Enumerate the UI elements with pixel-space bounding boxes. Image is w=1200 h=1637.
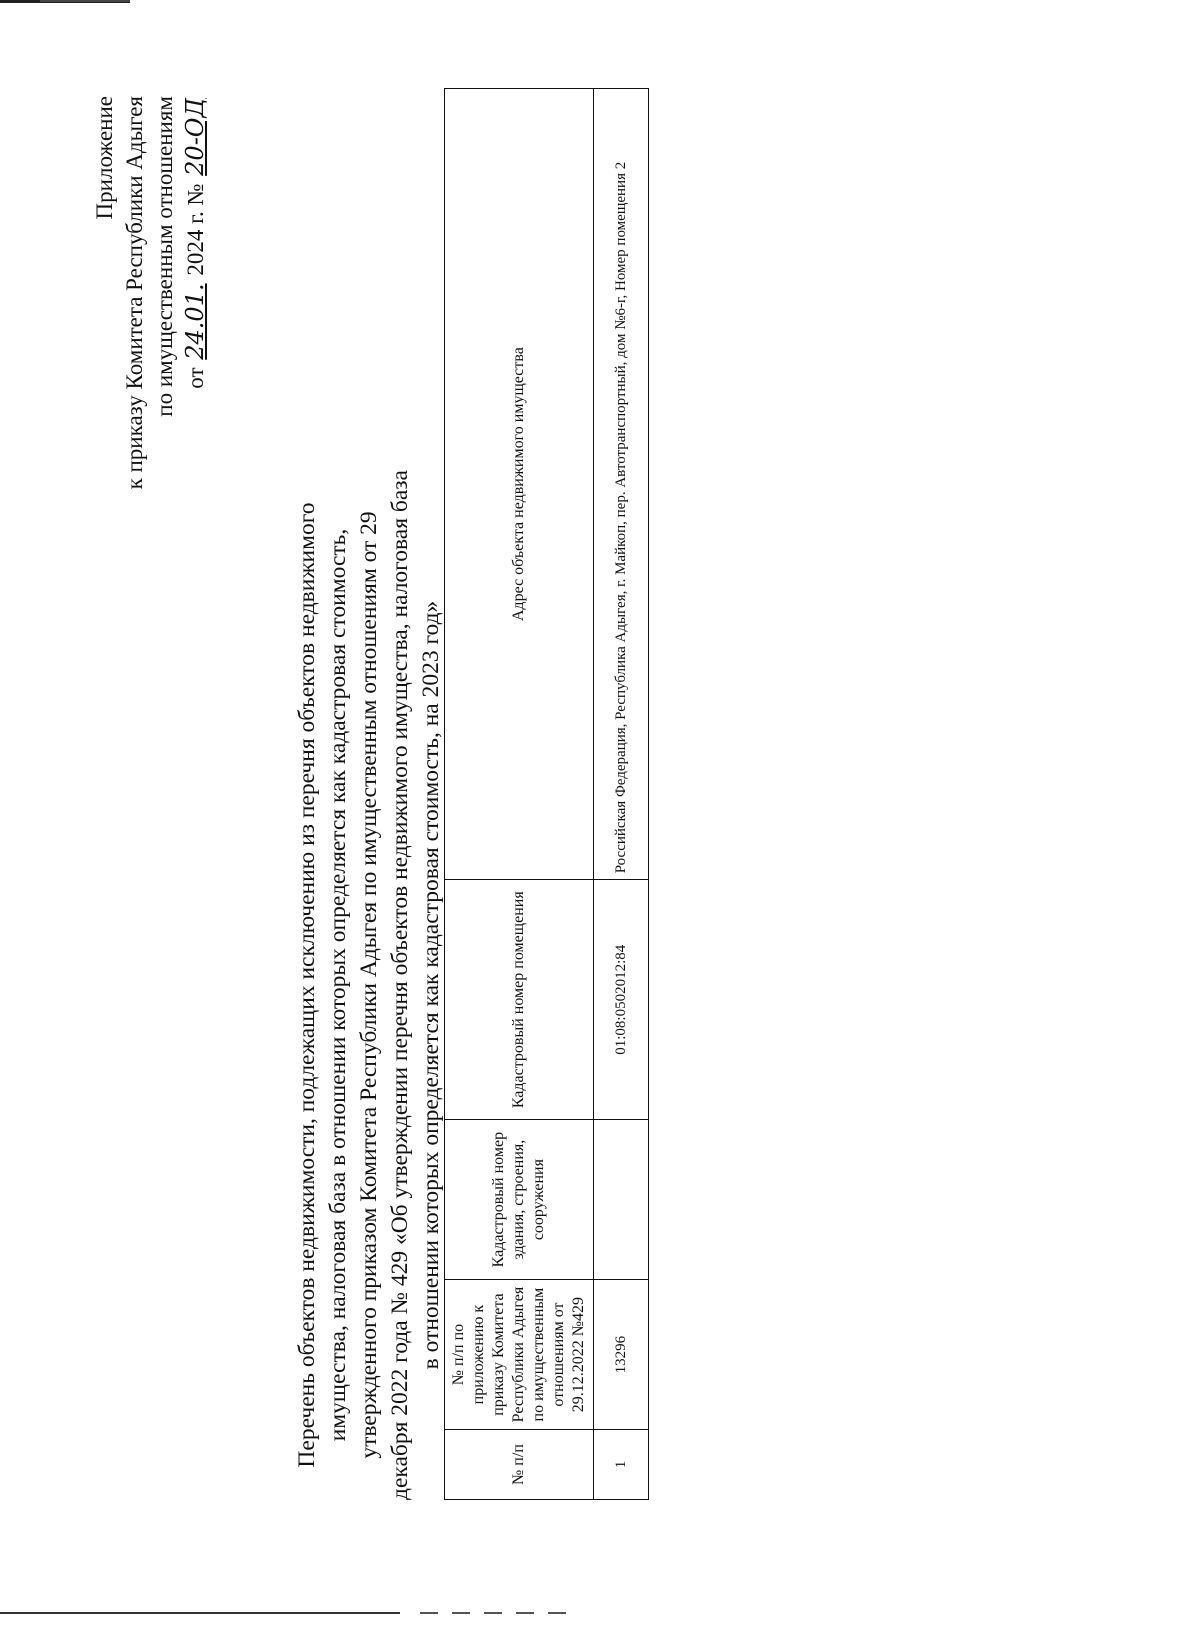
cell-building-cadastral bbox=[594, 1120, 649, 1280]
scan-dash bbox=[420, 1612, 438, 1614]
date-prefix: от bbox=[183, 367, 208, 389]
scan-dash bbox=[452, 1612, 470, 1614]
header-number: № п/п bbox=[445, 1430, 594, 1500]
appendix-department: по имущественным отношениям bbox=[152, 96, 177, 417]
table-header-row bbox=[445, 89, 594, 1500]
handwritten-date: 24.01. bbox=[181, 283, 209, 360]
appendix-date-line bbox=[180, 96, 211, 489]
scan-dash bbox=[548, 1612, 566, 1614]
date-year: 2024 г. № bbox=[183, 183, 208, 276]
property-table bbox=[444, 88, 649, 1500]
scan-dash bbox=[484, 1612, 502, 1614]
appendix-header bbox=[90, 96, 211, 489]
rotated-document-page bbox=[60, 60, 1140, 1560]
document-title: Перечень объектов недвижимости, подлежащих исключению из перечня объектов недвижимого имущества, налоговая база в отношении которых определяется как кадастровая стоимость, утвержденного приказом Комитета Республики Адыгея по имущественным отношениям от 29 декабря 2022 года № 429 «Об утверждении перечня объектов недвижимого имущества, налоговая база в отношении которых определяется как кадастровая стоимость, на 2023 год» bbox=[294, 470, 444, 1500]
cell-address: Российская Федерация, Республика Адыгея, г. Майкоп, пер. Автотранспортный, дом №6-г, Номер помещения 2 bbox=[594, 89, 649, 880]
cell-premises-cadastral: 01:08:0502012:84 bbox=[594, 880, 649, 1120]
header-premises-cadastral: Кадастровый номер помещения bbox=[445, 880, 594, 1120]
scan-edge-bottom bbox=[0, 1612, 400, 1614]
scan-dash bbox=[516, 1612, 534, 1614]
appendix-order-ref: к приказу Комитета Республики Адыгея bbox=[122, 96, 147, 490]
header-address: Адрес объекта недвижимого имущества bbox=[445, 89, 594, 880]
cell-appendix-number: 13296 bbox=[594, 1280, 649, 1430]
cell-number: 1 bbox=[594, 1430, 649, 1500]
handwritten-order-number: 20-ОД bbox=[181, 98, 209, 176]
header-appendix-number: № п/п по приложению к приказу Комитета Республики Адыгея по имущественным отношениям от 29.12.2022 №429 bbox=[445, 1280, 594, 1430]
appendix-title: Приложение bbox=[92, 96, 117, 220]
scan-edge-top-secondary bbox=[40, 0, 130, 2]
table-row bbox=[594, 89, 649, 1500]
header-building-cadastral: Кадастровый номер здания, строения, сооружения bbox=[445, 1120, 594, 1280]
